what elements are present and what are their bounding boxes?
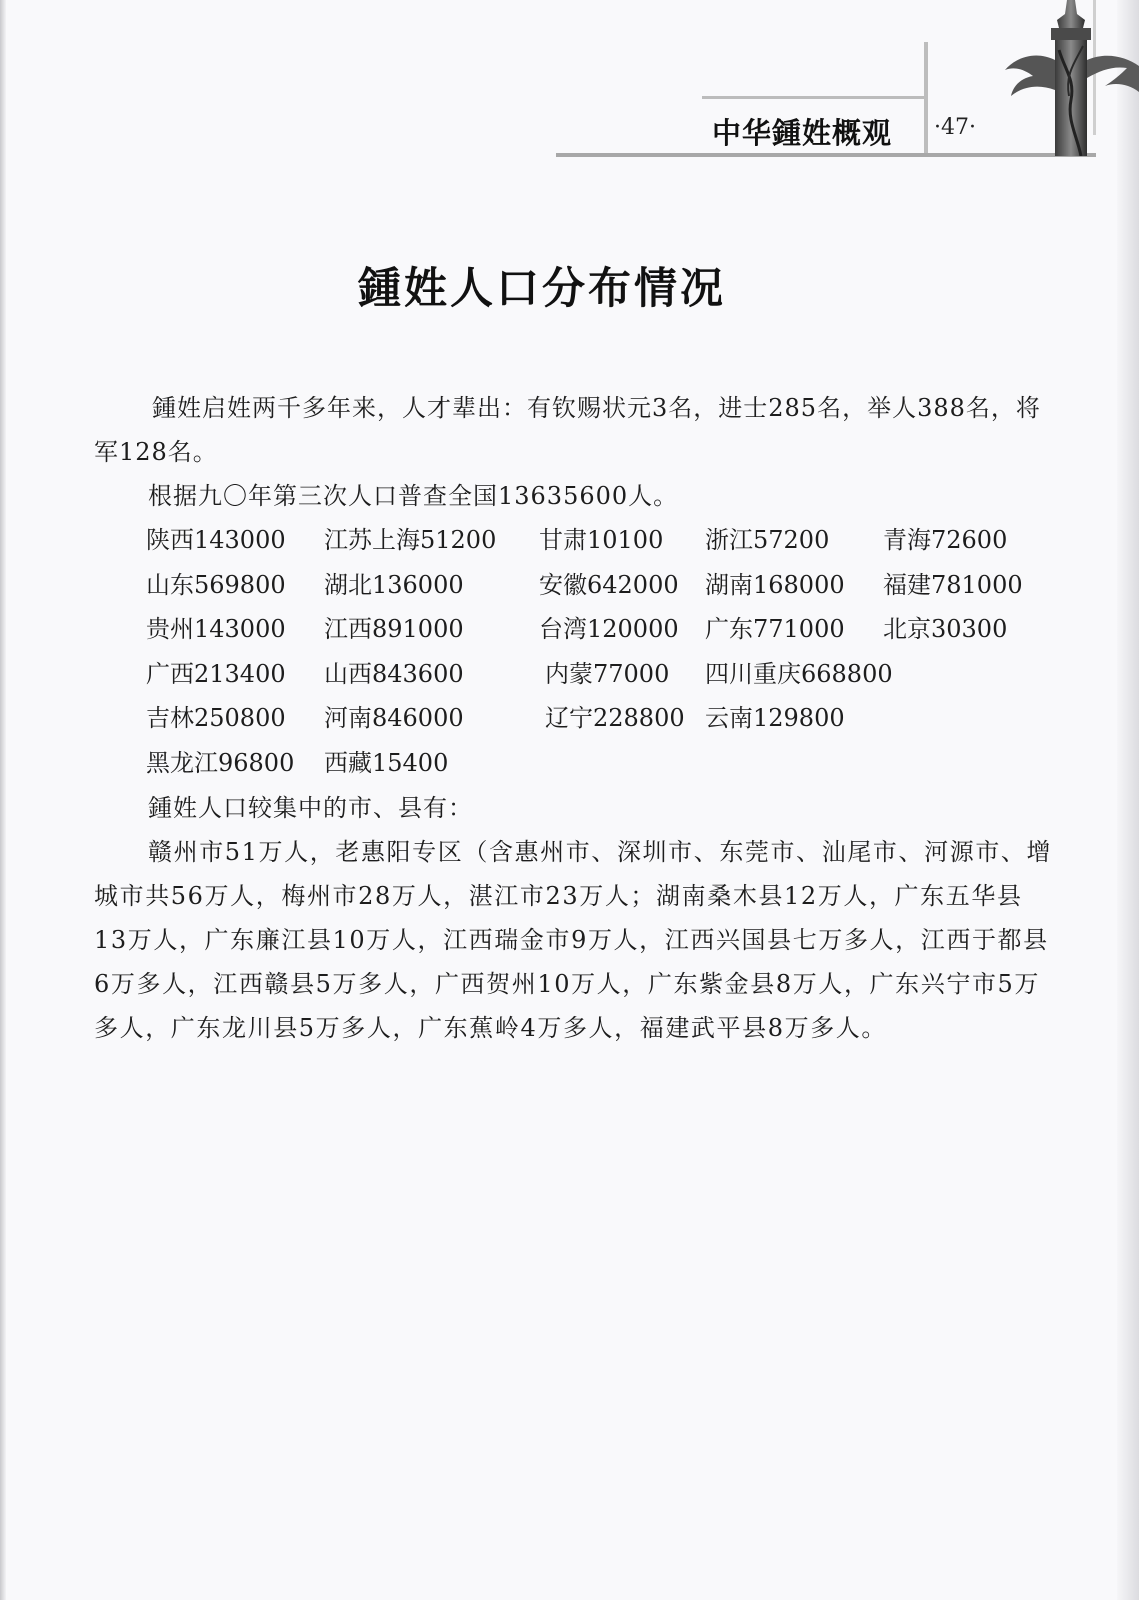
province-cell: 福建781000 (883, 570, 1023, 599)
province-cell: 台湾120000 (539, 615, 679, 643)
province-cell: 安徽642000 (539, 570, 679, 599)
province-population-grid (146, 518, 1046, 785)
page-number: ·47· (934, 115, 976, 140)
page-edge-right (1117, 0, 1139, 1600)
province-cell: 四川重庆668800 (705, 659, 893, 688)
province-cell: 青海72600 (883, 526, 1008, 554)
header-rule-top (702, 96, 924, 99)
book-title: 中华鍾姓概观 (712, 116, 893, 150)
province-cell: 陕西143000 (146, 526, 286, 554)
province-cell: 浙江57200 (705, 526, 830, 554)
article-title: 鍾姓人口分布情况 (358, 264, 726, 314)
concentrated-paragraph: 赣州市51万人，老惠阳专区（含惠州市、深圳市、东莞市、汕尾市、河源市、增城市共56万人，梅州市28万人，湛江市23万人；湖南桑木县12万人，广东五华县13万人，广东廉江县10万人，江西瑞金市9万人，江西兴国县七万多人，江西于都县6万多人，江西赣县5万多人，广西贺州10万人，广东紫金县8万人，广东兴宁市5万多人，广东龙川县5万多人，广东蕉岭4万多人，福建武平县8万多人。 (94, 838, 1053, 1042)
province-cell: 北京30300 (883, 615, 1008, 643)
province-cell: 西藏15400 (324, 748, 449, 777)
province-row (146, 652, 1046, 697)
intro-paragraph: 鍾姓启姓两千多年来，人才辈出：有钦赐状元3名，进士285名，举人388名，将军128名。 (94, 394, 1041, 466)
province-cell: 黑龙江96800 (146, 748, 295, 777)
census-paragraph: 根据九〇年第三次人口普查全国13635600人。 (148, 482, 679, 510)
page-edge-left (0, 0, 6, 1600)
province-cell: 江苏上海51200 (324, 526, 497, 554)
province-row (146, 696, 1046, 741)
province-cell: 广东771000 (705, 615, 845, 643)
province-cell: 内蒙77000 (545, 659, 670, 688)
concentrated-heading: 鍾姓人口较集中的市、县有： (148, 794, 473, 822)
province-cell: 甘肃10100 (539, 526, 664, 554)
province-cell: 河南846000 (324, 704, 464, 732)
province-cell: 吉林250800 (146, 704, 286, 732)
province-cell: 山西843600 (324, 659, 464, 688)
province-cell: 云南129800 (705, 704, 845, 732)
huabiao-pillar-icon (1005, 0, 1139, 156)
header-rule-vertical (924, 42, 928, 154)
province-cell: 广西213400 (146, 659, 286, 688)
province-row (146, 607, 1046, 652)
province-cell: 江西891000 (324, 615, 464, 643)
province-row (146, 518, 1046, 563)
province-row (146, 741, 1046, 786)
province-cell: 贵州143000 (146, 615, 286, 643)
province-cell: 辽宁228800 (545, 704, 685, 732)
province-cell: 湖南168000 (705, 570, 845, 599)
province-row (146, 563, 1046, 608)
province-cell: 湖北136000 (324, 570, 464, 599)
province-cell: 山东569800 (146, 570, 286, 599)
